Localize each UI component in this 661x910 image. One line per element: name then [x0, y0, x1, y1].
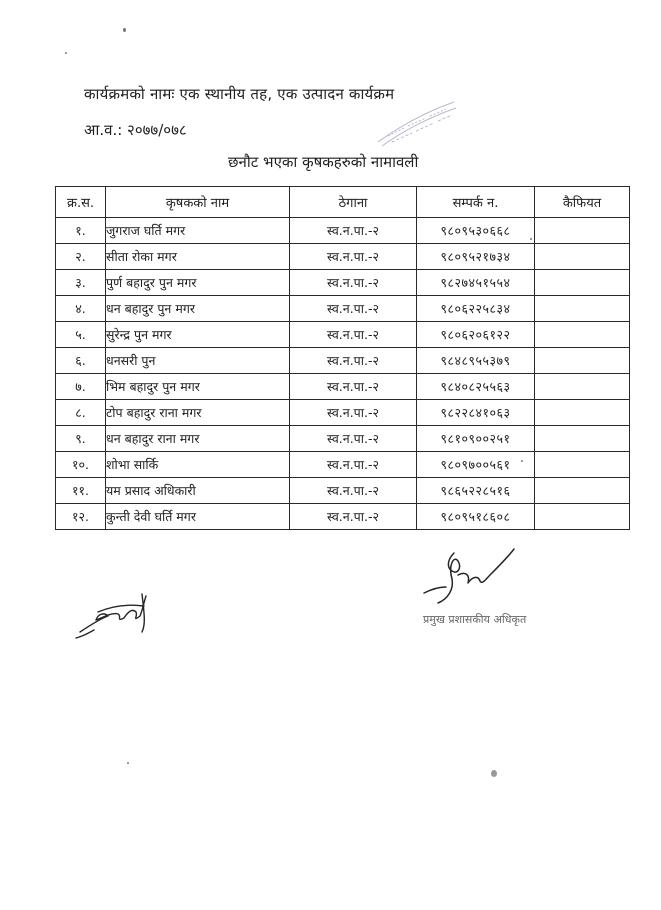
cell-address: स्व.न.पा.-२ [290, 296, 417, 322]
cell-sn: ३. [56, 270, 106, 296]
paper-speck [491, 770, 497, 777]
table-row [56, 322, 630, 348]
col-header-sn: क्र.स. [56, 187, 106, 218]
fiscal-year-line: आ.व.: २०७७/०७८ [84, 121, 187, 139]
cell-name: धनसरी पुन [106, 348, 290, 374]
cell-address: स्व.न.पा.-२ [290, 348, 417, 374]
farmers-table [55, 186, 630, 530]
table-row [56, 270, 630, 296]
cell-sn: ६. [56, 348, 106, 374]
right-signature-icon [418, 545, 538, 615]
cell-remarks [535, 296, 630, 322]
table-row [56, 452, 630, 478]
cell-address: स्व.न.पा.-२ [290, 504, 417, 530]
cell-address: स्व.न.पा.-२ [290, 270, 417, 296]
cell-phone: ९८०६२२५८३४ [417, 296, 535, 322]
cell-phone: ९८०९५१८६०८ [417, 504, 535, 530]
cell-name: यम प्रसाद अधिकारी [106, 478, 290, 504]
left-signature-icon [72, 582, 158, 644]
cell-phone: ९८६५२२८५१६ [417, 478, 535, 504]
cell-name: धन बहादुर पुन मगर [106, 296, 290, 322]
cell-remarks [535, 426, 630, 452]
cell-name: सुरेन्द्र पुन मगर [106, 322, 290, 348]
paper-speck [127, 762, 129, 764]
cell-remarks [535, 218, 630, 244]
cell-name: भिम बहादुर पुन मगर [106, 374, 290, 400]
table-row [56, 244, 630, 270]
cell-name: शोभा सार्कि [106, 452, 290, 478]
cell-remarks [535, 400, 630, 426]
cell-remarks [535, 504, 630, 530]
cell-sn: ४. [56, 296, 106, 322]
col-header-name: कृषकको नाम [106, 187, 290, 218]
table-row [56, 426, 630, 452]
cell-address: स्व.न.पा.-२ [290, 478, 417, 504]
paper-speck [530, 238, 532, 240]
col-header-phone: सम्पर्क न. [417, 187, 535, 218]
table-row [56, 348, 630, 374]
cell-phone: ९८२७४५१५५४ [417, 270, 535, 296]
table-row [56, 400, 630, 426]
cell-name: टोप बहादुर राना मगर [106, 400, 290, 426]
cell-sn: ५. [56, 322, 106, 348]
list-title: छनौट भएका कृषकहरुको नामावली [228, 153, 419, 171]
cell-sn: ८. [56, 400, 106, 426]
cell-remarks [535, 452, 630, 478]
table-row [56, 478, 630, 504]
cell-address: स्व.न.पा.-२ [290, 374, 417, 400]
cell-phone: ९८२२८४१०६३ [417, 400, 535, 426]
col-header-remarks: कैफियत [535, 187, 630, 218]
cell-address: स्व.न.पा.-२ [290, 452, 417, 478]
cell-remarks [535, 478, 630, 504]
cell-phone: ९८०६२०६१२२ [417, 322, 535, 348]
paper-speck [123, 28, 126, 32]
cell-name: जुगराज घर्ति मगर [106, 218, 290, 244]
cell-remarks [535, 374, 630, 400]
cell-phone: ९८४८९५५३७९ [417, 348, 535, 374]
cell-remarks [535, 322, 630, 348]
cell-remarks [535, 348, 630, 374]
cell-phone: ९८०९५२१७३४ [417, 244, 535, 270]
cell-name: पुर्ण बहादुर पुन मगर [106, 270, 290, 296]
cell-address: स्व.न.पा.-२ [290, 244, 417, 270]
cell-phone: ९८१०९००२५१ [417, 426, 535, 452]
cell-sn: ११. [56, 478, 106, 504]
program-name-line: कार्यक्रमको नामः एक स्थानीय तह, एक उत्पादन कार्यक्रम [84, 85, 395, 103]
cell-name: कुन्ती देवी घर्ति मगर [106, 504, 290, 530]
table-row [56, 504, 630, 530]
table-row [56, 374, 630, 400]
table-header-row [56, 187, 630, 218]
cell-name: धन बहादुर राना मगर [106, 426, 290, 452]
cell-sn: १. [56, 218, 106, 244]
cell-address: स्व.न.पा.-२ [290, 322, 417, 348]
cell-remarks [535, 244, 630, 270]
right-signature-caption: प्रमुख प्रशासकीय अधिकृत [423, 613, 527, 626]
cell-sn: ९. [56, 426, 106, 452]
cell-address: स्व.न.पा.-२ [290, 218, 417, 244]
cell-phone: ९८०९५३०६६८ [417, 218, 535, 244]
cell-address: स्व.न.पा.-२ [290, 426, 417, 452]
cell-phone: ९८४०८२५५६३ [417, 374, 535, 400]
cell-sn: १०. [56, 452, 106, 478]
paper-speck [521, 460, 523, 462]
paper-speck [65, 52, 67, 54]
cell-sn: २. [56, 244, 106, 270]
cell-sn: १२. [56, 504, 106, 530]
table-row [56, 218, 630, 244]
cell-remarks [535, 270, 630, 296]
office-stamp-icon [374, 96, 458, 148]
cell-address: स्व.न.पा.-२ [290, 400, 417, 426]
col-header-address: ठेगाना [290, 187, 417, 218]
cell-sn: ७. [56, 374, 106, 400]
cell-name: सीता रोका मगर [106, 244, 290, 270]
cell-phone: ९८०९७००५६१ [417, 452, 535, 478]
table-row [56, 296, 630, 322]
